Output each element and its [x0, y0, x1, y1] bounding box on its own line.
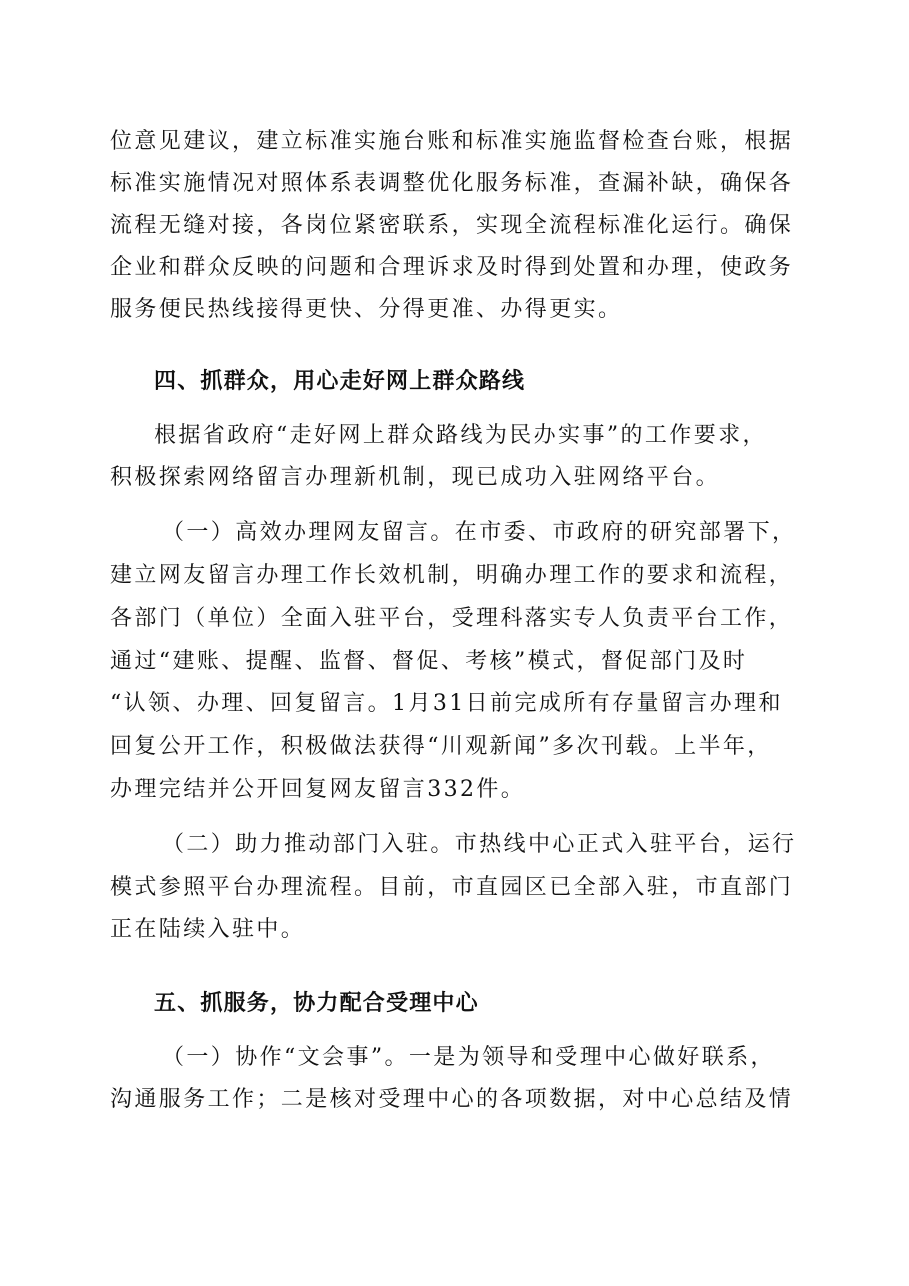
- paragraph-line: 各部门（单位）全面入驻平台，受理科落实专人负责平台工作，: [110, 606, 794, 631]
- paragraph-line: 回复公开工作，积极做法获得“川观新闻”多次刊载。上半年，: [110, 734, 772, 759]
- paragraph-line: 办理完结并公开回复网友留言332件。: [110, 777, 526, 802]
- paragraph-line: 企业和群众反映的问题和合理诉求及时得到处置和办理，使政务: [110, 255, 794, 280]
- paragraph-line: “认领、办理、回复留言。1月31日前完成所有存量留言办理和: [110, 691, 783, 716]
- paragraph-line: （一）协作“文会事”。一是为领导和受理中心做好联系，: [162, 1045, 775, 1070]
- paragraph-line: 通过“建账、提醒、监督、督促、考核”模式，督促部门及时: [110, 649, 748, 674]
- paragraph-line: 建立网友留言办理工作长效机制，明确办理工作的要求和流程，: [110, 563, 794, 588]
- paragraph-line: 流程无缝对接，各岗位紧密联系，实现全流程标准化运行。确保: [110, 213, 794, 238]
- paragraph-line: 标准实施情况对照体系表调整优化服务标准，查漏补缺，确保各: [110, 171, 794, 196]
- paragraph-line: 位意见建议，建立标准实施台账和标准实施监督检查台账，根据: [110, 129, 794, 154]
- paragraph-line: 服务便民热线接得更快、分得更准、办得更实。: [110, 297, 623, 322]
- paragraph-line: （一）高效办理网友留言。在市委、市政府的研究部署下，: [162, 520, 797, 545]
- paragraph-line: 积极探索网络留言办理新机制，现已成功入驻网络平台。: [110, 465, 721, 490]
- paragraph-line: 模式参照平台办理流程。目前，市直园区已全部入驻，市直部门: [110, 875, 794, 900]
- paragraph-line: （二）助力推动部门入驻。市热线中心正式入驻平台，运行: [162, 832, 797, 857]
- paragraph-line: 正在陆续入驻中。: [110, 917, 306, 942]
- paragraph-line: 沟通服务工作；二是核对受理中心的各项数据，对中心总结及情: [110, 1087, 794, 1112]
- section-heading-4: 四、抓群众，用心走好网上群众路线: [154, 369, 526, 394]
- section-heading-5: 五、抓服务，协力配合受理中心: [154, 991, 479, 1016]
- paragraph-line: 根据省政府“走好网上群众路线为民办实事”的工作要求，: [154, 423, 767, 448]
